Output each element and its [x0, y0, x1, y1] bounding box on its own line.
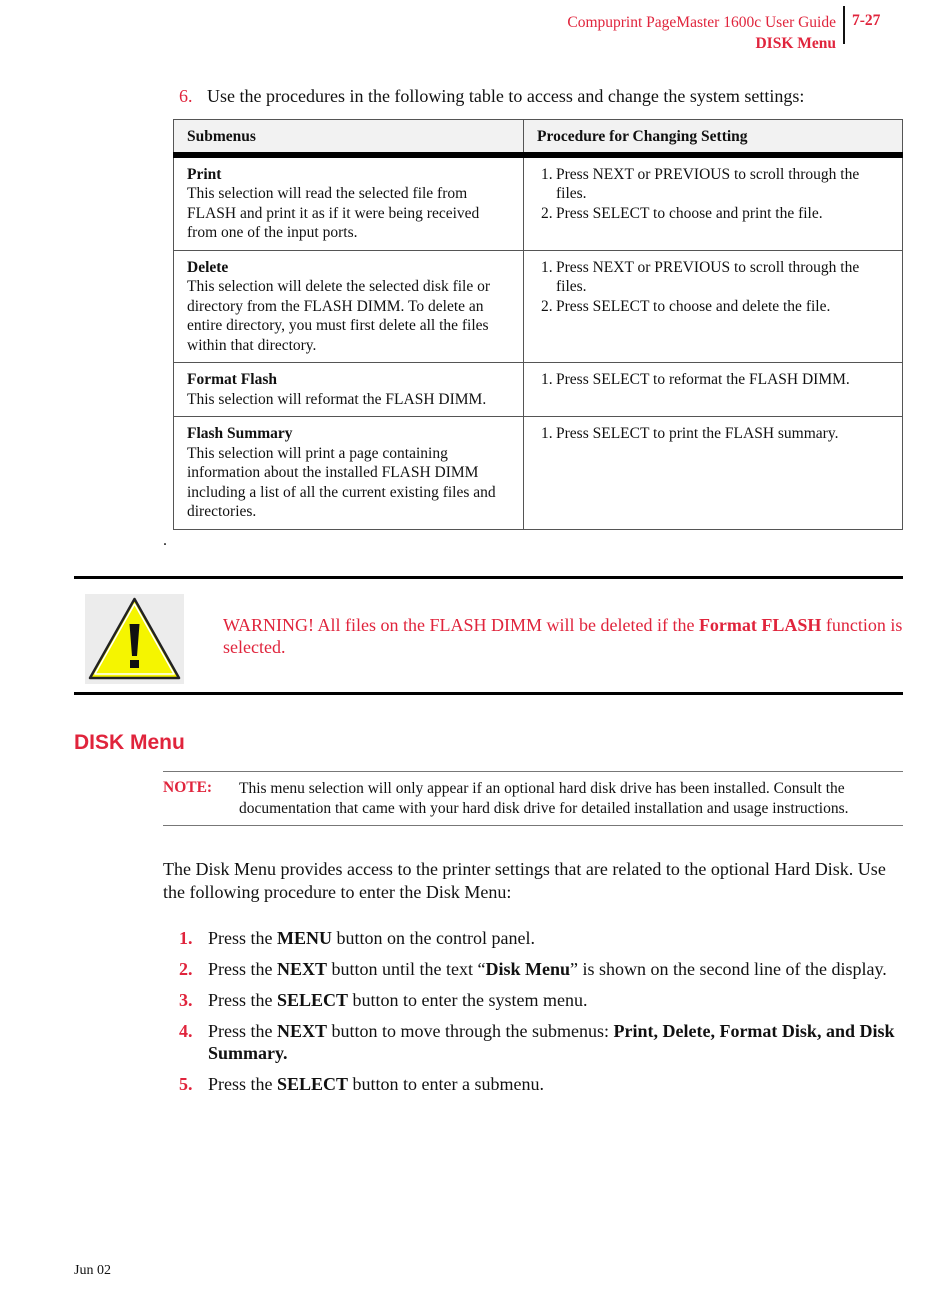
step-text: Use the procedures in the following table to access and change the system settings:	[207, 86, 805, 106]
column-header-procedure: Procedure for Changing Setting	[524, 120, 903, 155]
submenu-title: Delete	[187, 258, 229, 276]
warning-top-rule	[74, 576, 903, 579]
procedure-cell	[524, 417, 903, 530]
warning-bold-term: Format FLASH	[698, 615, 822, 635]
warning-triangle-icon	[85, 594, 184, 684]
warning-icon-box	[85, 594, 184, 684]
list-item: 1. Press the MENU button on the control panel.	[179, 928, 535, 948]
submenu-description: This selection will read the selected file from FLASH and print it as if it were being received from one of the input ports.	[187, 185, 480, 241]
warning-bottom-rule	[74, 692, 903, 695]
intro-paragraph: The Disk Menu provides access to the printer settings that are related to the optional Hard Disk. Use the following procedure to enter the Disk Menu:	[163, 859, 886, 902]
procedure-step: 2. Press SELECT to choose and print the file.	[541, 204, 823, 222]
submenu-cell	[174, 363, 524, 417]
submenu-title: Format Flash	[187, 371, 277, 388]
table-row	[174, 363, 903, 417]
header-divider	[843, 6, 845, 44]
procedure-step: 2. Press SELECT to choose and delete the file.	[541, 297, 831, 315]
procedure-cell	[524, 250, 903, 363]
note-bottom-rule	[163, 825, 903, 826]
procedure-step: 1. Press NEXT or PREVIOUS to scroll through the files.	[541, 165, 860, 202]
section-heading: DISK Menu	[74, 731, 185, 754]
running-header	[567, 12, 836, 54]
note-top-rule	[163, 771, 903, 772]
list-item: 3. Press the SELECT button to enter the system menu.	[179, 990, 588, 1010]
table-row	[174, 250, 903, 363]
procedure-cell	[524, 363, 903, 417]
submenu-description: This selection will reformat the FLASH DIMM.	[187, 390, 487, 408]
submenu-description: This selection will delete the selected disk file or directory from the FLASH DIMM. To delete an entire directory, you must first delete all the files within that directory.	[187, 278, 491, 354]
stray-dot: .	[163, 532, 167, 549]
procedure-step: 1. Press NEXT or PREVIOUS to scroll through the files.	[541, 258, 860, 295]
step-number: 6.	[179, 86, 193, 106]
list-item: 4. Press the NEXT button to move through the submenus: Print, Delete, Format Disk, and Disk Summary.	[179, 1021, 895, 1063]
list-item: 2. Press the NEXT button until the text “Disk Menu” is shown on the second line of the display.	[179, 959, 887, 979]
table-header-row	[174, 120, 903, 155]
table-row	[174, 155, 903, 251]
warning-text: WARNING! All files on the FLASH DIMM will be deleted if the Format FLASH function is selected.	[223, 615, 903, 657]
step-6	[179, 86, 804, 107]
guide-title: Compuprint PageMaster 1600c User Guide	[567, 14, 836, 31]
submenu-procedure-table	[173, 119, 903, 530]
table-row	[174, 417, 903, 530]
submenu-title: Flash Summary	[187, 425, 293, 442]
section-title: DISK Menu	[755, 35, 836, 52]
submenu-description: This selection will print a page containing information about the installed FLASH DIMM including a list of all the current existing files and directories.	[187, 444, 496, 520]
list-item: 5. Press the SELECT button to enter a submenu.	[179, 1074, 545, 1094]
submenu-cell	[174, 250, 524, 363]
page-number: 7-27	[852, 12, 881, 29]
submenu-cell	[174, 155, 524, 251]
note-text: This menu selection will only appear if an optional hard disk drive has been installed. Consult the documentation that came with your hard disk drive for detailed installation and usage instructions.	[239, 780, 849, 817]
procedure-cell	[524, 155, 903, 251]
note-label: NOTE:	[163, 779, 213, 796]
procedure-step: 1. Press SELECT to print the FLASH summary.	[541, 425, 839, 442]
procedure-step: 1. Press SELECT to reformat the FLASH DIMM.	[541, 371, 850, 388]
submenu-title: Print	[187, 165, 222, 183]
footer-date: Jun 02	[74, 1263, 111, 1278]
disk-menu-steps	[179, 927, 903, 1104]
column-header-submenus: Submenus	[174, 120, 524, 155]
submenu-cell	[174, 417, 524, 530]
